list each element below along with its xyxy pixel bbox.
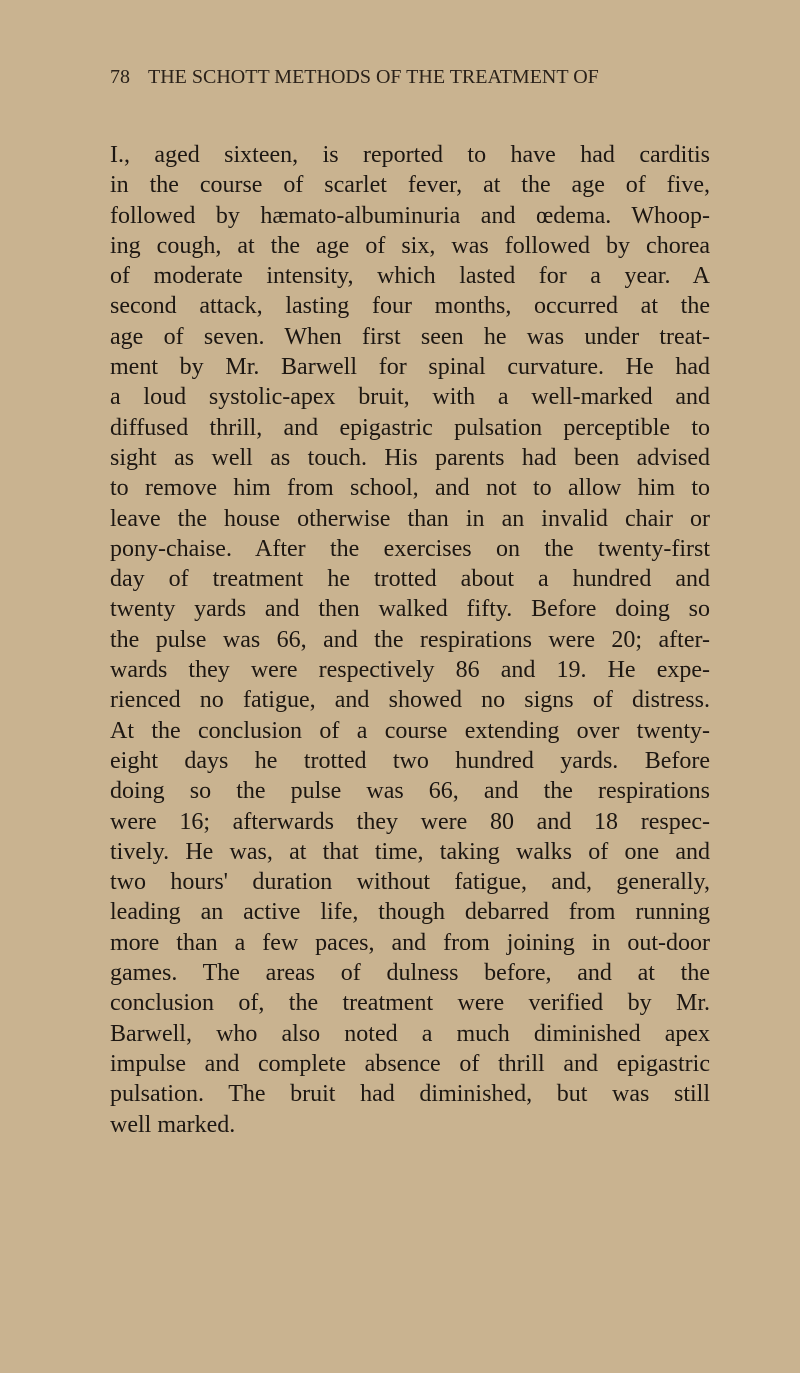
text-line: ment by Mr. Barwell for spinal curvature. He had	[110, 354, 710, 381]
text-line: day of treatment he trotted about a hundred and	[110, 566, 710, 593]
text-line: second attack, lasting four months, occurred at the	[110, 293, 710, 320]
text-line: in the course of scarlet fever, at the age of five,	[110, 172, 710, 199]
text-line: rienced no fatigue, and showed no signs of distress.	[110, 687, 710, 714]
text-line: the pulse was 66, and the respirations were 20; after-	[110, 626, 710, 653]
text-line: conclusion of, the treatment were verified by Mr.	[110, 990, 710, 1017]
text-line: pulsation. The bruit had diminished, but was still	[110, 1081, 710, 1108]
running-title: THE SCHOTT METHODS OF THE TREATMENT OF	[148, 66, 599, 88]
text-line: ing cough, at the age of six, was followed by chorea	[110, 232, 710, 259]
text-line: a loud systolic-apex bruit, with a well-marked and	[110, 384, 710, 411]
text-line: tively. He was, at that time, taking walks of one and	[110, 838, 710, 865]
body-paragraph	[110, 140, 710, 1140]
page-number: 78	[110, 66, 130, 88]
text-line: well marked.	[110, 1111, 236, 1138]
text-line: age of seven. When first seen he was under treat-	[110, 323, 710, 350]
text-line: diffused thrill, and epigastric pulsation perceptible to	[110, 414, 710, 441]
text-line: sight as well as touch. His parents had been advised	[110, 444, 710, 471]
text-line: wards they were respectively 86 and 19. He expe-	[110, 657, 710, 684]
text-line: eight days he trotted two hundred yards. Before	[110, 747, 710, 774]
text-line: were 16; afterwards they were 80 and 18 respec-	[110, 808, 710, 835]
text-line: At the conclusion of a course extending over twenty-	[110, 717, 710, 744]
text-line: I., aged sixteen, is reported to have had carditis	[110, 142, 710, 168]
text-line: of moderate intensity, which lasted for a year. A	[110, 263, 710, 290]
text-line: twenty yards and then walked fifty. Before doing so	[110, 596, 710, 623]
text-line: to remove him from school, and not to allow him to	[110, 475, 710, 502]
text-line: pony-chaise. After the exercises on the twenty-first	[110, 535, 710, 562]
text-line: Barwell, who also noted a much diminished apex	[110, 1020, 710, 1047]
text-line: more than a few paces, and from joining in out-door	[110, 929, 710, 956]
text-line: doing so the pulse was 66, and the respirations	[110, 778, 710, 805]
text-line: leading an active life, though debarred from running	[110, 899, 710, 926]
text-line: followed by hæmato-albuminuria and œdema. Whoop-	[110, 202, 710, 229]
text-line: games. The areas of dulness before, and at the	[110, 960, 710, 987]
running-head	[110, 66, 710, 89]
text-line: two hours' duration without fatigue, and, generally,	[110, 869, 710, 896]
text-line: impulse and complete absence of thrill and epigastric	[110, 1050, 710, 1077]
text-line: leave the house otherwise than in an invalid chair or	[110, 505, 710, 532]
